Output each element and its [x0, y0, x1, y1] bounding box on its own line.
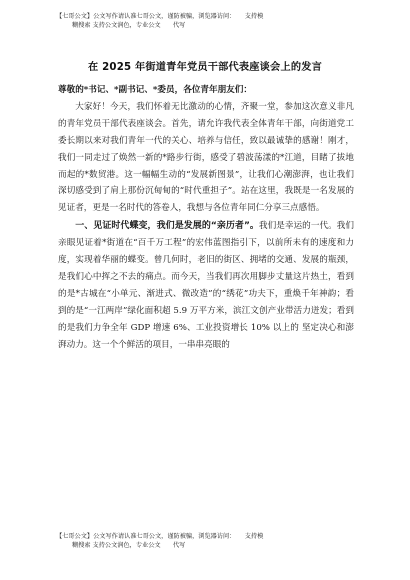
- header-line-2: 糊搜索 支持公文润色，专业公文 代写: [72, 22, 186, 29]
- page-header: [56, 12, 356, 30]
- document-body: [58, 82, 354, 354]
- section-1-body: 我们是幸运的一代。我们亲眼见证着*街道在“百千万工程”的宏伟蓝图指引下，以前所未有的速度和力度，实现着华丽的蝶变。曾几何时，老旧的街区、拥堵的交通、发展的瓶颈，是我们心中挥之不去的痛点。而今天，当我们再次用脚步丈量这片热土，看到的是*古城在“小单元、渐进式、微改造”的“绣花”功夫下，重焕千年神韵；看到的是“一江两岸”绿化面积超 5.9 万平方米，滨江文创产业带活力迸发；看到的是我们力争全年 GDP 增速 6%、工业投资增长 10% 以上的 坚定决心和澎湃动力。这一个个鲜活的项目，一串串亮眼的: [58, 221, 354, 350]
- section-1: [58, 218, 354, 353]
- header-line-1: 【七哥公文】公文写作请认准七哥公文，谨防被骗，浏览器访问： 支持模: [56, 13, 264, 20]
- salutation: 尊敬的*书记、*副书记、*委员，各位青年朋友们：: [58, 85, 252, 95]
- page-footer: [56, 532, 356, 550]
- section-1-heading: 一、见证时代蝶变，我们是发展的“亲历者”。: [75, 221, 259, 232]
- footer-line-2: 糊搜索 支持公文润色，专业公文 代写: [72, 542, 186, 549]
- document-title: 在 2025 年街道青年党员干部代表座谈会上的发言: [87, 62, 322, 73]
- footer-line-1: 【七哥公文】公文写作请认准七哥公文，谨防被骗，浏览器访问： 支持模: [56, 533, 264, 540]
- paragraph-intro: 大家好！今天，我们怀着无比激动的心情，齐聚一堂，参加这次意义非凡的青年党员干部代表座谈会。首先，请允许我代表全体青年干部，向街道党工委长期以来对我们青年一代的关心、培养与信任，致以最诚挚的感谢！刚才，我们一同走过了焕然一新的*路步行街，感受了碧波荡漾的*江道，目睹了拔地而起的*数贸港。这一幅幅生动的“发展新图景”，让我们心潮澎湃，也让我们深切感受到了肩上那份沉甸甸的“时代重担子”。站在这里，我既是一名发展的见证者，更是一名时代的答卷人，我想与各位青年同仁分享三点感悟。: [58, 101, 354, 214]
